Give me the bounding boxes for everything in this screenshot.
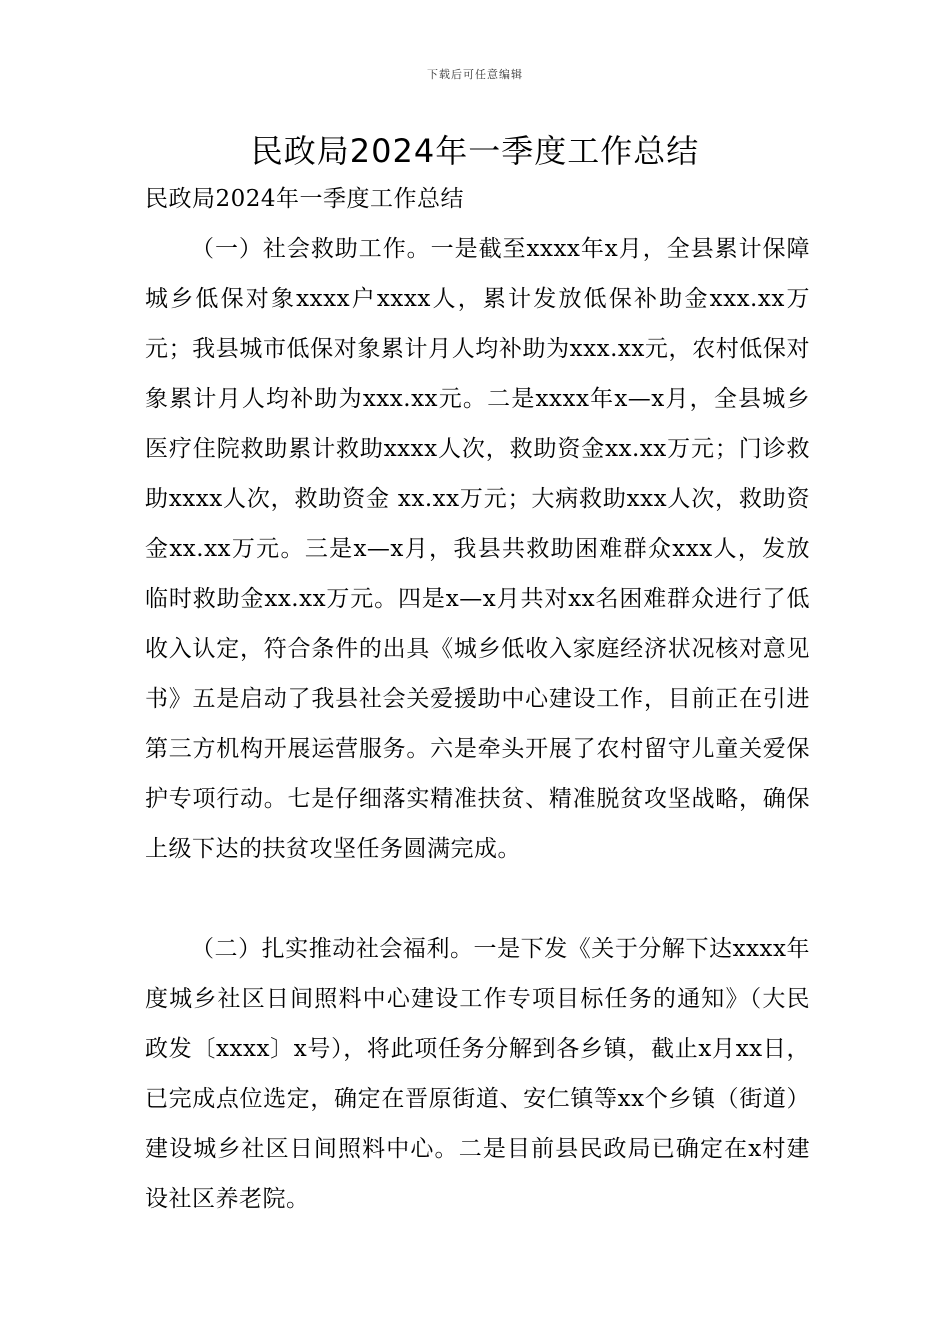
document-title: 民政局2024年一季度工作总结 bbox=[250, 132, 700, 170]
paragraph-social-assistance: （一）社会救助工作。一是截至xxxx年x月，全县累计保障城乡低保对象xxxx户xxxx人，累计发放低保补助金xxx.xx万元；我县城市低保对象累计月人均补助为xxx.xx元，农村低保对象累计月人均补助为xxx.xx元。二是xxxx年x—x月，全县城乡医疗住院救助累计救助xxxx人次，救助资金xx.xx万元；门诊救助xxxx人次，救助资金 xx.xx万元；大病救助xxx人次，救助资金xx.xx万元。三是x—x月，我县共救助困难群众xxx人，发放临时救助金xx.xx万元。四是x—x月共对xx名困难群众进行了低收入认定，符合条件的出具《城乡低收入家庭经济状况核对意见书》五是启动了我县社会关爱援助中心建设工作，目前正在引进第三方机构开展运营服务。六是牵头开展了农村留守儿童关爱保护专项行动。七是仔细落实精准扶贫、精准脱贫攻坚战略，确保上级下达的扶贫攻坚任务圆满完成。 bbox=[145, 236, 810, 862]
header-note: 下载后可任意编辑 bbox=[427, 68, 523, 81]
paragraph-social-welfare: （二）扎实推动社会福利。一是下发《关于分解下达xxxx年度城乡社区日间照料中心建设工作专项目标任务的通知》（大民政发〔xxxx〕x号），将此项任务分解到各乡镇，截止x月xx日，已完成点位选定，确定在晋原街道、安仁镇等xx个乡镇（街道）建设城乡社区日间照料中心。二是目前县民政局已确定在x村建设社区养老院。 bbox=[145, 936, 810, 1212]
document-subtitle: 民政局2024年一季度工作总结 bbox=[145, 186, 465, 212]
